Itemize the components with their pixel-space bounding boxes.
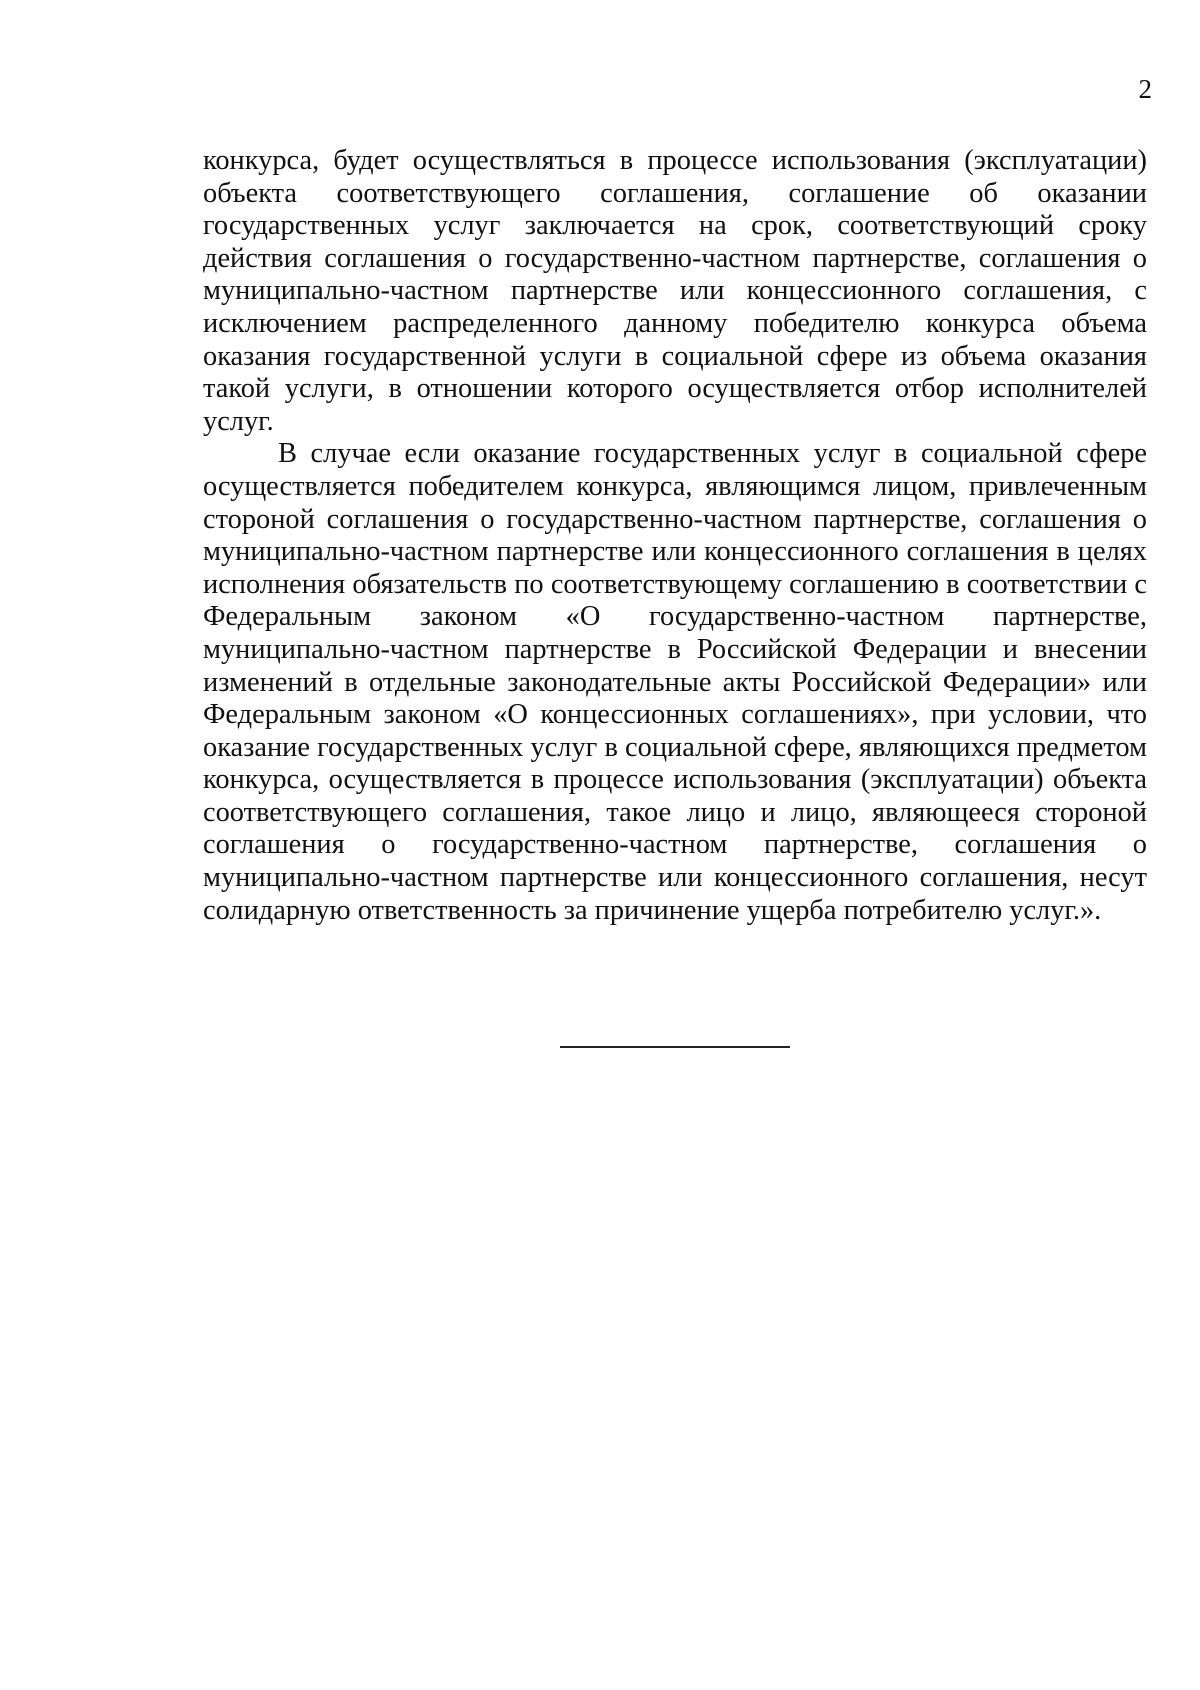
text-line: объекта соответствующего соглашения, соглашение об оказании <box>203 177 1147 209</box>
text-line: муниципально-частном партнерстве или концессионного соглашения в целях <box>203 536 1147 568</box>
text-line: осуществляется победителем конкурса, являющимся лицом, привлеченным <box>203 470 1147 502</box>
text-line: действия соглашения о государственно-частном партнерстве, соглашения о <box>203 242 1147 274</box>
text-line: Федеральным законом «О государственно-частном партнерстве, <box>203 601 1147 633</box>
text-line: солидарную ответственность за причинение ущерба потребителю услуг.». <box>203 894 1102 926</box>
text-line: муниципально-частном партнерстве или концессионного соглашения, с <box>203 275 1147 307</box>
text-line: муниципально-частном партнерстве или концессионного соглашения, несут <box>203 862 1147 894</box>
text-line: Федеральным законом «О концессионных соглашениях», при условии, что <box>203 699 1147 731</box>
document-body <box>203 145 1147 927</box>
text-line: соответствующего соглашения, такое лицо и лицо, являющееся стороной <box>203 796 1147 828</box>
text-line: услуг. <box>203 405 274 437</box>
text-line: муниципально-частном партнерстве в Российской Федерации и внесении <box>203 633 1147 665</box>
paragraph-1 <box>203 145 1147 438</box>
text-line: конкурса, будет осуществляться в процессе использования (эксплуатации) <box>203 145 1147 176</box>
text-line: изменений в отдельные законодательные акты Российской Федерации» или <box>203 666 1147 698</box>
text-line: соглашения о государственно-частном партнерстве, соглашения о <box>203 829 1147 861</box>
paragraph-2 <box>203 438 1147 927</box>
text-line: такой услуги, в отношении которого осуществляется отбор исполнителей <box>203 373 1147 405</box>
text-line: конкурса, осуществляется в процессе использования (эксплуатации) объекта <box>203 764 1147 796</box>
text-line: исключением распределенного данному победителю конкурса объема <box>203 307 1147 339</box>
text-line: В случае если оказание государственных услуг в социальной сфере <box>278 438 1147 470</box>
end-separator-line <box>560 1046 790 1048</box>
page-number: 2 <box>1138 74 1152 104</box>
text-line: государственных услуг заключается на срок, соответствующий сроку <box>203 210 1147 242</box>
text-line: исполнения обязательств по соответствующему соглашению в соответствии с <box>203 568 1147 600</box>
text-line: стороной соглашения о государственно-частном партнерстве, соглашения о <box>203 503 1147 535</box>
text-line: оказание государственных услуг в социальной сфере, являющихся предметом <box>203 731 1147 763</box>
text-line: оказания государственной услуги в социальной сфере из объема оказания <box>203 340 1147 372</box>
